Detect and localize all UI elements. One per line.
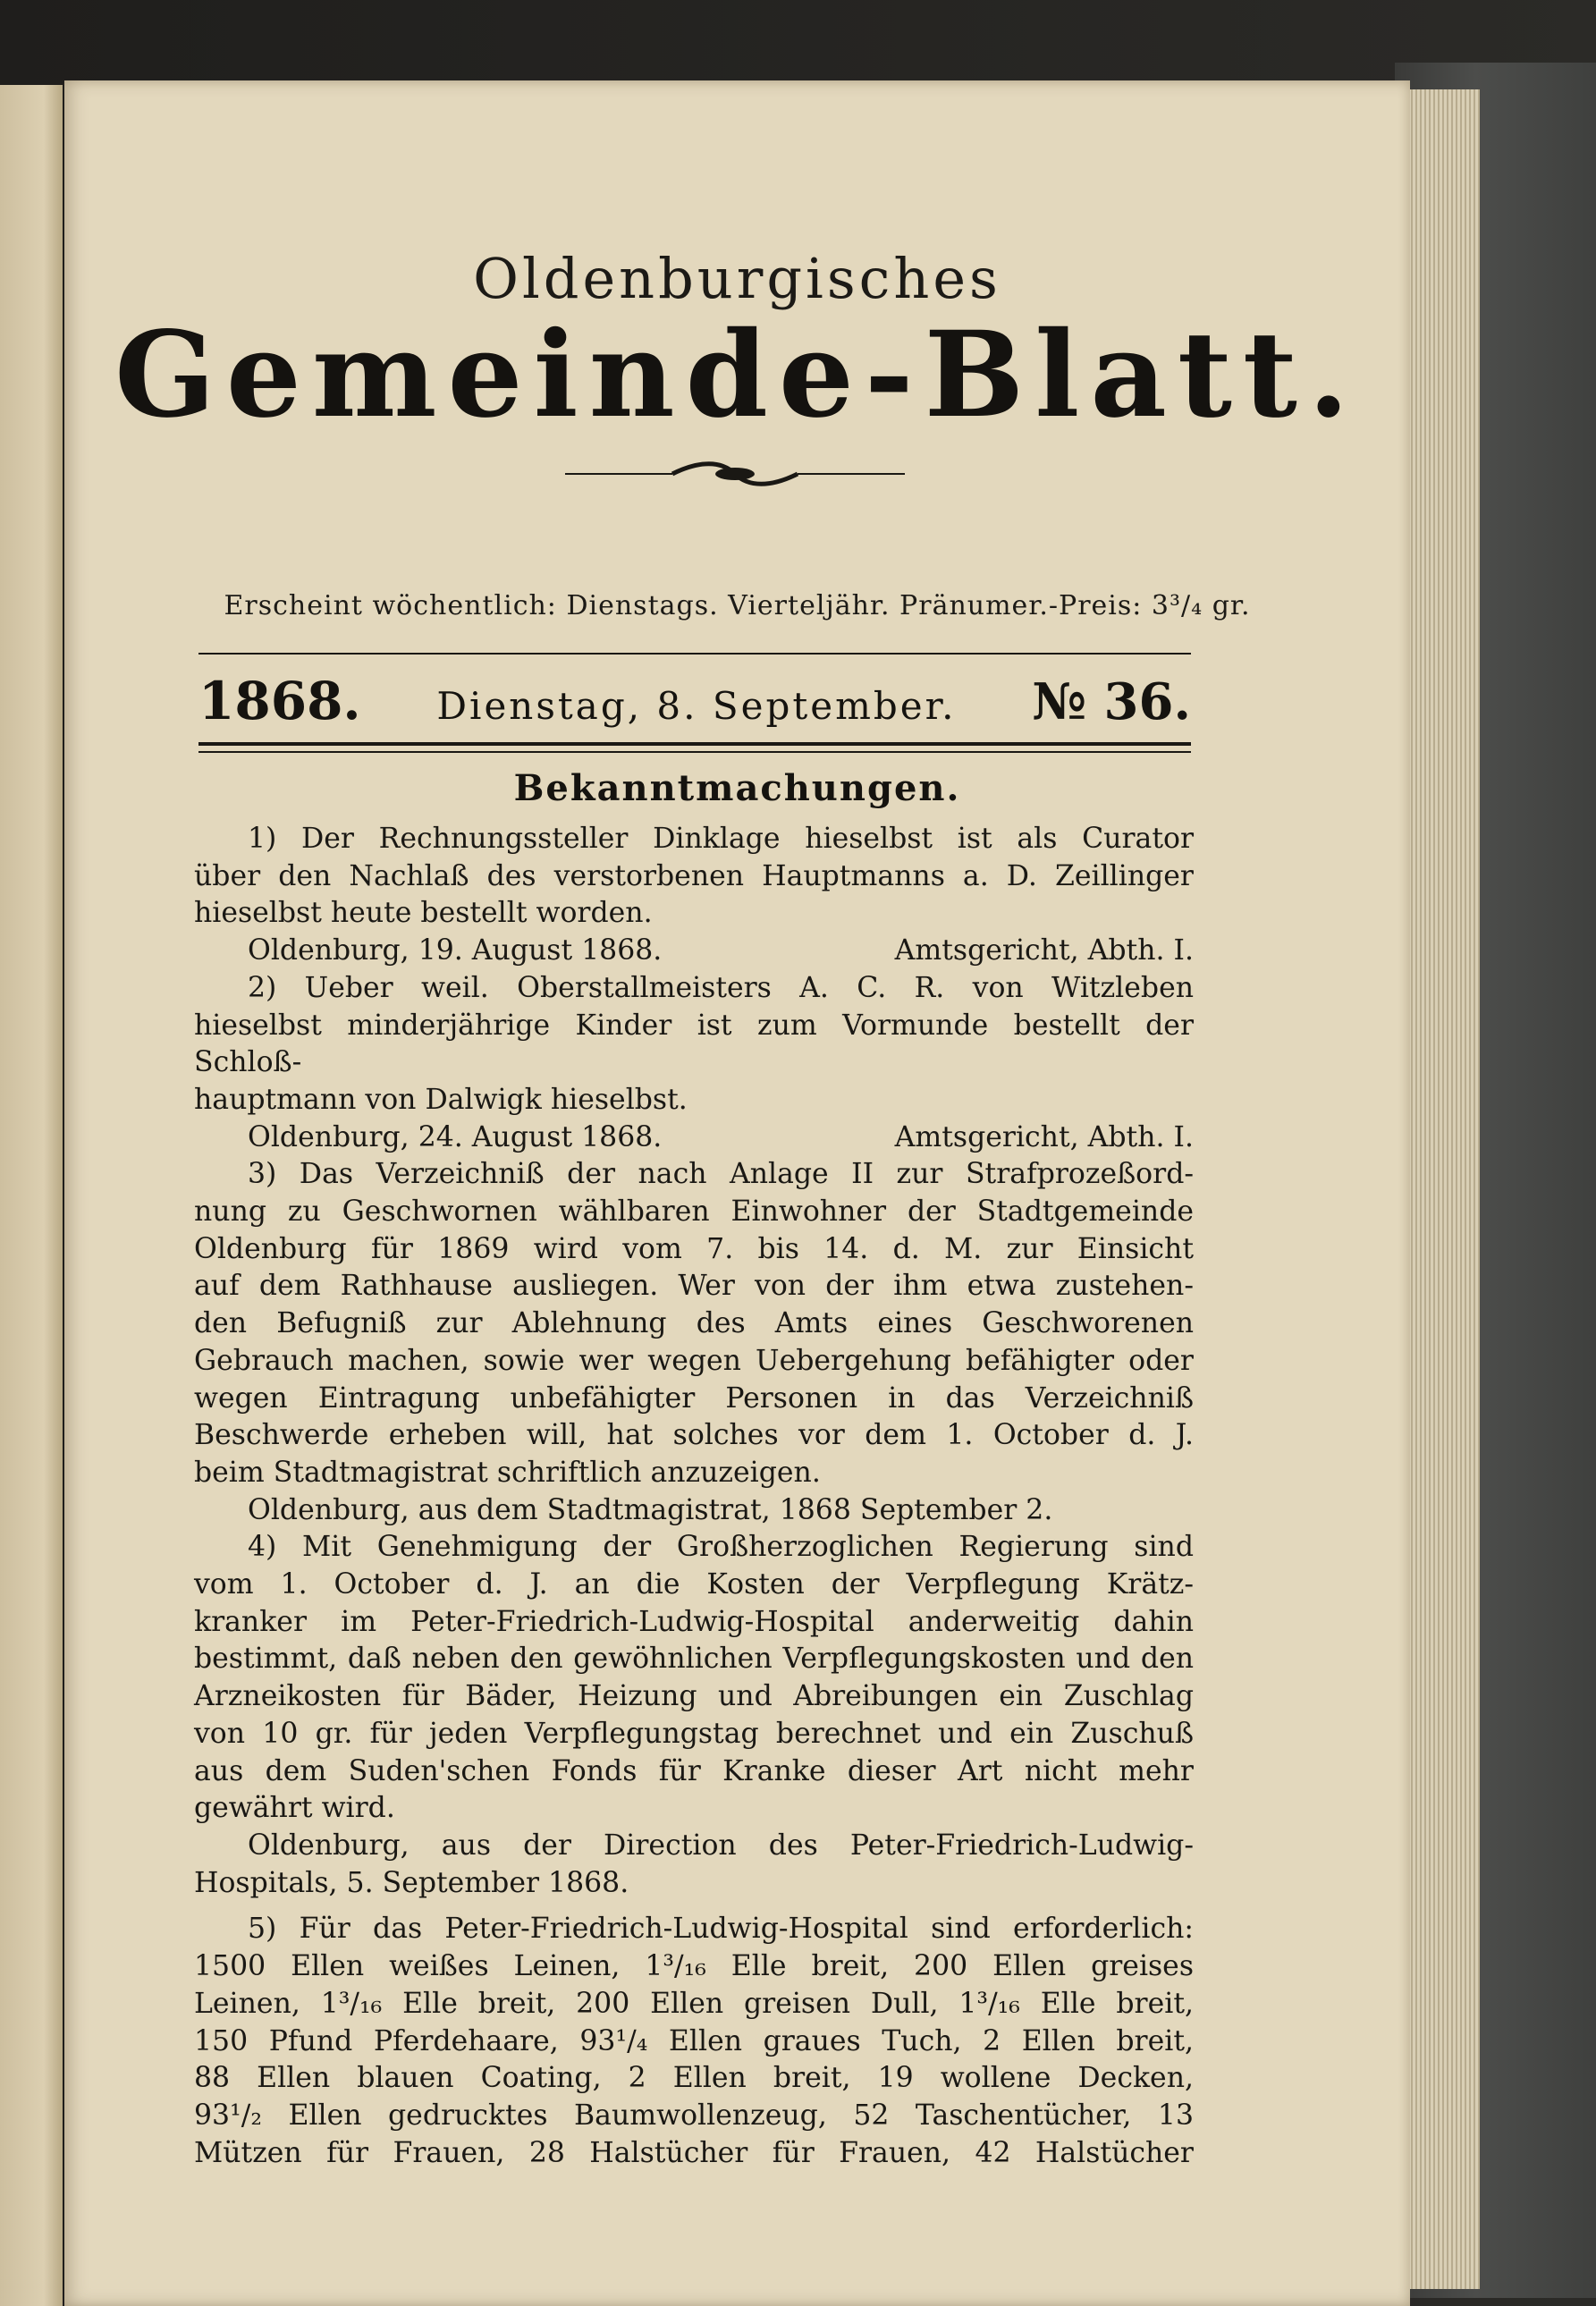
notice-line: auf dem Rathhause ausliegen. Wer von der ihm etwa zustehen- xyxy=(194,1270,1194,1303)
notice-line: gewährt wird. xyxy=(194,1792,395,1825)
newspaper-page xyxy=(64,80,1410,2306)
notice-line: von 10 gr. für jeden Verpflegungstag berechnet und ein Zuschuß xyxy=(194,1717,1194,1750)
notice-line: 3) Das Verzeichniß der nach Anlage II zur Strafprozeßord- xyxy=(248,1158,1194,1191)
place-date: Oldenburg, aus dem Stadtmagistrat, 1868 September 2. xyxy=(248,1493,1053,1526)
facing-page-edge xyxy=(0,85,63,2306)
notice-line: wegen Eintragung unbefähigter Personen in das Verzeichniß xyxy=(194,1381,1194,1415)
notice-line: Mützen für Frauen, 28 Halstücher für Frauen, 42 Halstücher xyxy=(194,2136,1194,2169)
notice-line: Arzneikosten für Bäder, Heizung und Abreibungen ein Zuschlag xyxy=(194,1680,1194,1713)
notice-line: Leinen, 1³/₁₆ Elle breit, 200 Ellen greisen Dull, 1³/₁₆ Elle breit, xyxy=(194,1987,1194,2020)
notice-line: Oldenburg für 1869 wird vom 7. bis 14. d. M. zur Einsicht xyxy=(194,1232,1194,1265)
notice-line: vom 1. October d. J. an die Kosten der Verpflegung Krätz- xyxy=(194,1568,1194,1601)
notice-line: 5) Für das Peter-Friedrich-Ludwig-Hospital sind erforderlich: xyxy=(248,1913,1194,1946)
ornament-divider xyxy=(565,460,905,487)
notices-body xyxy=(194,821,1194,2172)
place-date: Oldenburg, 19. August 1868. xyxy=(248,934,663,967)
notice-line: nung zu Geschwornen wählbaren Einwohner der Stadtgemeinde xyxy=(194,1195,1194,1229)
notice-line: aus dem Suden'schen Fonds für Kranke dieser Art nicht mehr xyxy=(194,1754,1194,1787)
place-date-line: Hospitals, 5. September 1868. xyxy=(194,1866,629,1899)
notice-line: bestimmt, daß neben den gewöhnlichen Verpflegungskosten und den xyxy=(194,1643,1194,1676)
rule-double-1 xyxy=(198,742,1191,746)
notice-line: 88 Ellen blauen Coating, 2 Ellen breit, 19 wollene Decken, xyxy=(194,2062,1194,2095)
notice-2 xyxy=(194,970,1194,1157)
notice-line: hieselbst heute bestellt worden. xyxy=(194,897,653,930)
rule-top xyxy=(198,653,1191,655)
notice-line: 93¹/₂ Ellen gedrucktes Baumwollenzeug, 52 Taschentücher, 13 xyxy=(194,2099,1194,2132)
notice-line: hieselbst minderjährige Kinder ist zum Vormunde bestellt der Schloß- xyxy=(194,1009,1194,1079)
notice-line: Gebrauch machen, sowie wer wegen Uebergehung befähigter oder xyxy=(194,1344,1194,1377)
place-date: Oldenburg, 24. August 1868. xyxy=(248,1120,663,1153)
section-heading: Bekanntmachungen. xyxy=(513,767,961,809)
notice-3 xyxy=(194,1156,1194,1529)
year: 1868. xyxy=(198,671,361,731)
notice-signature xyxy=(248,933,1194,970)
notice-line: 150 Pfund Pferdehaare, 93¹/₄ Ellen graues Tuch, 2 Ellen breit, xyxy=(194,2024,1194,2057)
issue-date: Dienstag, 8. September. xyxy=(436,684,957,728)
notice-line: den Befugniß zur Ablehnung des Amts eines Geschworenen xyxy=(194,1307,1194,1340)
notice-5 xyxy=(194,1911,1194,2172)
issue-number: № 36. xyxy=(1032,672,1191,731)
masthead-title: Gemeinde-Blatt. xyxy=(114,306,1360,444)
notice-line: hauptmann von Dalwigk hieselbst. xyxy=(194,1083,688,1116)
notice-signature xyxy=(248,1119,1194,1157)
notice-line: 4) Mit Genehmigung der Großherzoglichen Regierung sind xyxy=(248,1531,1194,1564)
rule-double-2 xyxy=(198,751,1191,753)
masthead-subtitle: Oldenburgisches xyxy=(473,246,1001,311)
dateline xyxy=(198,671,1191,733)
notice-line: 2) Ueber weil. Oberstallmeisters A. C. R. von Witzleben xyxy=(248,971,1194,1004)
notice-line: kranker im Peter-Friedrich-Ludwig-Hospital anderweitig dahin xyxy=(194,1605,1194,1638)
authority: Amtsgericht, Abth. I. xyxy=(894,934,1194,967)
notice-line: über den Nachlaß des verstorbenen Hauptmanns a. D. Zeillinger xyxy=(194,859,1194,892)
place-date-line: Oldenburg, aus der Direction des Peter-Friedrich-Ludwig- xyxy=(248,1829,1194,1862)
notice-1 xyxy=(194,821,1194,970)
publication-info: Erscheint wöchentlich: Dienstags. Vierteljähr. Pränumer.-Preis: 3³/₄ gr. xyxy=(224,590,1251,621)
notice-line: 1500 Ellen weißes Leinen, 1³/₁₆ Elle breit, 200 Ellen greises xyxy=(194,1950,1194,1983)
spacer xyxy=(194,1902,1194,1911)
notice-line: Beschwerde erheben will, hat solches vor dem 1. October d. J. xyxy=(194,1419,1194,1452)
notice-signature xyxy=(248,1492,1194,1530)
notice-line: 1) Der Rechnungssteller Dinklage hieselbst ist als Curator xyxy=(248,823,1194,855)
authority: Amtsgericht, Abth. I. xyxy=(894,1120,1194,1153)
notice-4 xyxy=(194,1529,1194,1902)
notice-line: beim Stadtmagistrat schriftlich anzuzeigen. xyxy=(194,1456,821,1489)
